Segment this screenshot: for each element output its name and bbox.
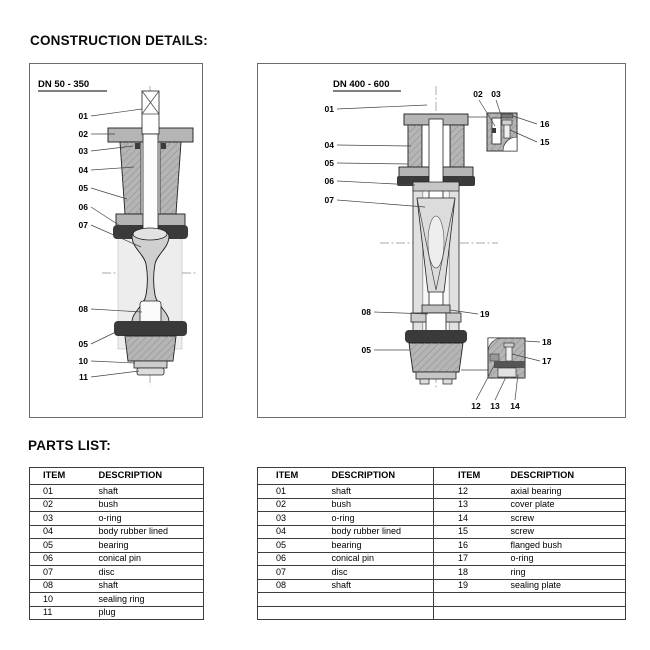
description-cell: body rubber lined — [98, 525, 204, 539]
foot-right — [443, 379, 452, 384]
construction-details-heading: CONSTRUCTION DETAILS: — [30, 33, 208, 48]
callout-03: 03 — [491, 89, 501, 99]
item-cell: 19 — [434, 579, 491, 593]
lower-bearing-seal — [114, 321, 187, 336]
description-cell: o-ring — [98, 512, 204, 526]
item-cell — [434, 593, 491, 607]
item-cell: 02 — [258, 498, 331, 512]
item-cell: 17 — [434, 552, 491, 566]
description-cell: o-ring — [491, 552, 626, 566]
item-cell: 10 — [30, 593, 98, 607]
callout-05b: 05 — [78, 339, 88, 349]
column-header-item: ITEM — [258, 468, 331, 485]
description-cell: disc — [98, 566, 204, 580]
callout-05: 05 — [324, 158, 334, 168]
table-row — [30, 552, 204, 566]
item-cell: 06 — [30, 552, 98, 566]
description-cell: shaft — [331, 485, 434, 499]
table-row — [258, 525, 626, 539]
description-cell: bush — [331, 498, 434, 512]
callout-06: 06 — [324, 176, 334, 186]
callout-03: 03 — [78, 146, 88, 156]
upper-shaft — [142, 91, 159, 134]
callout-05b: 05 — [361, 345, 371, 355]
table-row — [30, 512, 204, 526]
description-cell: shaft — [98, 579, 204, 593]
sealing-plate — [422, 305, 450, 313]
description-cell: shaft — [98, 485, 204, 499]
shaft-stem — [143, 134, 158, 242]
callout-11: 11 — [79, 372, 88, 382]
callout-12: 12 — [471, 401, 481, 411]
callout-07: 07 — [324, 195, 334, 205]
item-cell: 16 — [434, 539, 491, 553]
item-cell: 04 — [258, 525, 331, 539]
table-row — [30, 566, 204, 580]
screw-body — [504, 124, 510, 138]
table-row — [258, 552, 626, 566]
item-cell: 02 — [30, 498, 98, 512]
item-cell — [258, 606, 331, 620]
description-cell: flanged bush — [491, 539, 626, 553]
column-header-item: ITEM — [30, 468, 98, 485]
diagram-size-label: DN 400 - 600 — [333, 79, 390, 90]
table-header-row — [258, 468, 626, 485]
cover-plate — [498, 368, 516, 377]
item-cell — [434, 606, 491, 620]
item-cell: 08 — [258, 579, 331, 593]
valve-drawing-dn400-600 — [258, 64, 625, 417]
conical-pin-band — [413, 182, 459, 191]
description-cell — [491, 593, 626, 607]
description-cell: disc — [331, 566, 434, 580]
description-cell: conical pin — [331, 552, 434, 566]
table-row — [30, 606, 204, 620]
description-cell: cover plate — [491, 498, 626, 512]
table-row — [258, 485, 626, 499]
callout-01: 01 — [78, 111, 88, 121]
disc-hub — [428, 216, 444, 268]
description-cell: plug — [98, 606, 204, 620]
item-cell: 12 — [434, 485, 491, 499]
bottom-detail-view — [461, 337, 552, 411]
table-row — [30, 593, 204, 607]
foot-left — [420, 379, 429, 384]
description-cell: sealing plate — [491, 579, 626, 593]
ring-band — [494, 361, 525, 368]
sealing-ring — [134, 361, 167, 368]
axial-bearing — [490, 354, 499, 361]
diagram-dn400-600 — [257, 63, 626, 418]
column-header-description: DESCRIPTION — [491, 468, 626, 485]
item-cell: 18 — [434, 566, 491, 580]
callout-04: 04 — [78, 165, 88, 175]
item-cell: 03 — [258, 512, 331, 526]
item-cell: 01 — [258, 485, 331, 499]
o-ring-right — [161, 143, 166, 149]
item-cell: 03 — [30, 512, 98, 526]
table-row — [258, 512, 626, 526]
table-row-empty — [258, 593, 626, 607]
description-cell: screw — [491, 525, 626, 539]
description-cell: bush — [98, 498, 204, 512]
description-cell: axial bearing — [491, 485, 626, 499]
callout-numbers — [325, 104, 490, 355]
item-cell: 08 — [30, 579, 98, 593]
callout-numbers — [79, 111, 89, 382]
item-cell: 13 — [434, 498, 491, 512]
table-row-empty — [258, 606, 626, 620]
plug — [137, 368, 164, 375]
description-cell — [331, 593, 434, 607]
callout-07: 07 — [78, 220, 88, 230]
callout-18: 18 — [542, 337, 552, 347]
table-row — [258, 498, 626, 512]
item-cell: 05 — [258, 539, 331, 553]
description-cell: screw — [491, 512, 626, 526]
column-header-item: ITEM — [434, 468, 491, 485]
callout-04: 04 — [324, 140, 334, 150]
table-row — [30, 498, 204, 512]
parts-table-dn400-600 — [257, 467, 626, 620]
item-cell: 04 — [30, 525, 98, 539]
valve-drawing-dn50-350 — [30, 64, 202, 417]
lower-bearing-seal — [405, 330, 467, 343]
callout-16: 16 — [540, 119, 550, 129]
callout-14: 14 — [510, 401, 520, 411]
callout-10: 10 — [78, 356, 88, 366]
parts-list-heading: PARTS LIST: — [28, 438, 111, 453]
o-ring-left — [135, 143, 140, 149]
description-cell: shaft — [331, 579, 434, 593]
item-cell — [258, 593, 331, 607]
disc-cap — [133, 228, 167, 240]
callout-15: 15 — [540, 137, 550, 147]
callout-19: 19 — [480, 309, 490, 319]
callout-05: 05 — [78, 183, 88, 193]
valve-cross-section — [380, 86, 498, 389]
screw-head — [504, 343, 514, 347]
flanged-bush — [501, 114, 513, 118]
description-cell — [491, 606, 626, 620]
description-cell — [331, 606, 434, 620]
diagram-dn50-350 — [29, 63, 203, 418]
screw-body — [506, 346, 512, 361]
table-row — [258, 539, 626, 553]
table-row — [258, 579, 626, 593]
table-row — [30, 485, 204, 499]
item-cell: 07 — [30, 566, 98, 580]
description-cell: bearing — [98, 539, 204, 553]
item-cell: 11 — [30, 606, 98, 620]
callout-08: 08 — [361, 307, 371, 317]
description-cell: body rubber lined — [331, 525, 434, 539]
description-cell: ring — [491, 566, 626, 580]
description-cell: bearing — [331, 539, 434, 553]
callout-06: 06 — [78, 202, 88, 212]
callout-08: 08 — [78, 304, 88, 314]
table-row — [258, 566, 626, 580]
column-header-description: DESCRIPTION — [98, 468, 204, 485]
table-header-row — [30, 468, 204, 485]
item-cell: 15 — [434, 525, 491, 539]
item-cell: 01 — [30, 485, 98, 499]
callout-13: 13 — [490, 401, 500, 411]
item-cell: 05 — [30, 539, 98, 553]
column-header-description: DESCRIPTION — [331, 468, 434, 485]
description-cell: sealing ring — [98, 593, 204, 607]
callout-01: 01 — [324, 104, 334, 114]
table-row — [30, 539, 204, 553]
callout-02: 02 — [473, 89, 483, 99]
item-cell: 14 — [434, 512, 491, 526]
description-cell: o-ring — [331, 512, 434, 526]
table-row — [30, 579, 204, 593]
callout-17: 17 — [542, 356, 552, 366]
top-detail-view — [468, 89, 550, 151]
o-ring-mark — [492, 128, 496, 133]
bottom-plate — [416, 372, 456, 379]
screw-head — [502, 120, 512, 125]
diagram-size-label: DN 50 - 350 — [38, 79, 90, 90]
callout-02: 02 — [78, 129, 88, 139]
item-cell: 06 — [258, 552, 331, 566]
description-cell: conical pin — [98, 552, 204, 566]
parts-table-dn50-350 — [29, 467, 204, 620]
item-cell: 07 — [258, 566, 331, 580]
table-row — [30, 525, 204, 539]
